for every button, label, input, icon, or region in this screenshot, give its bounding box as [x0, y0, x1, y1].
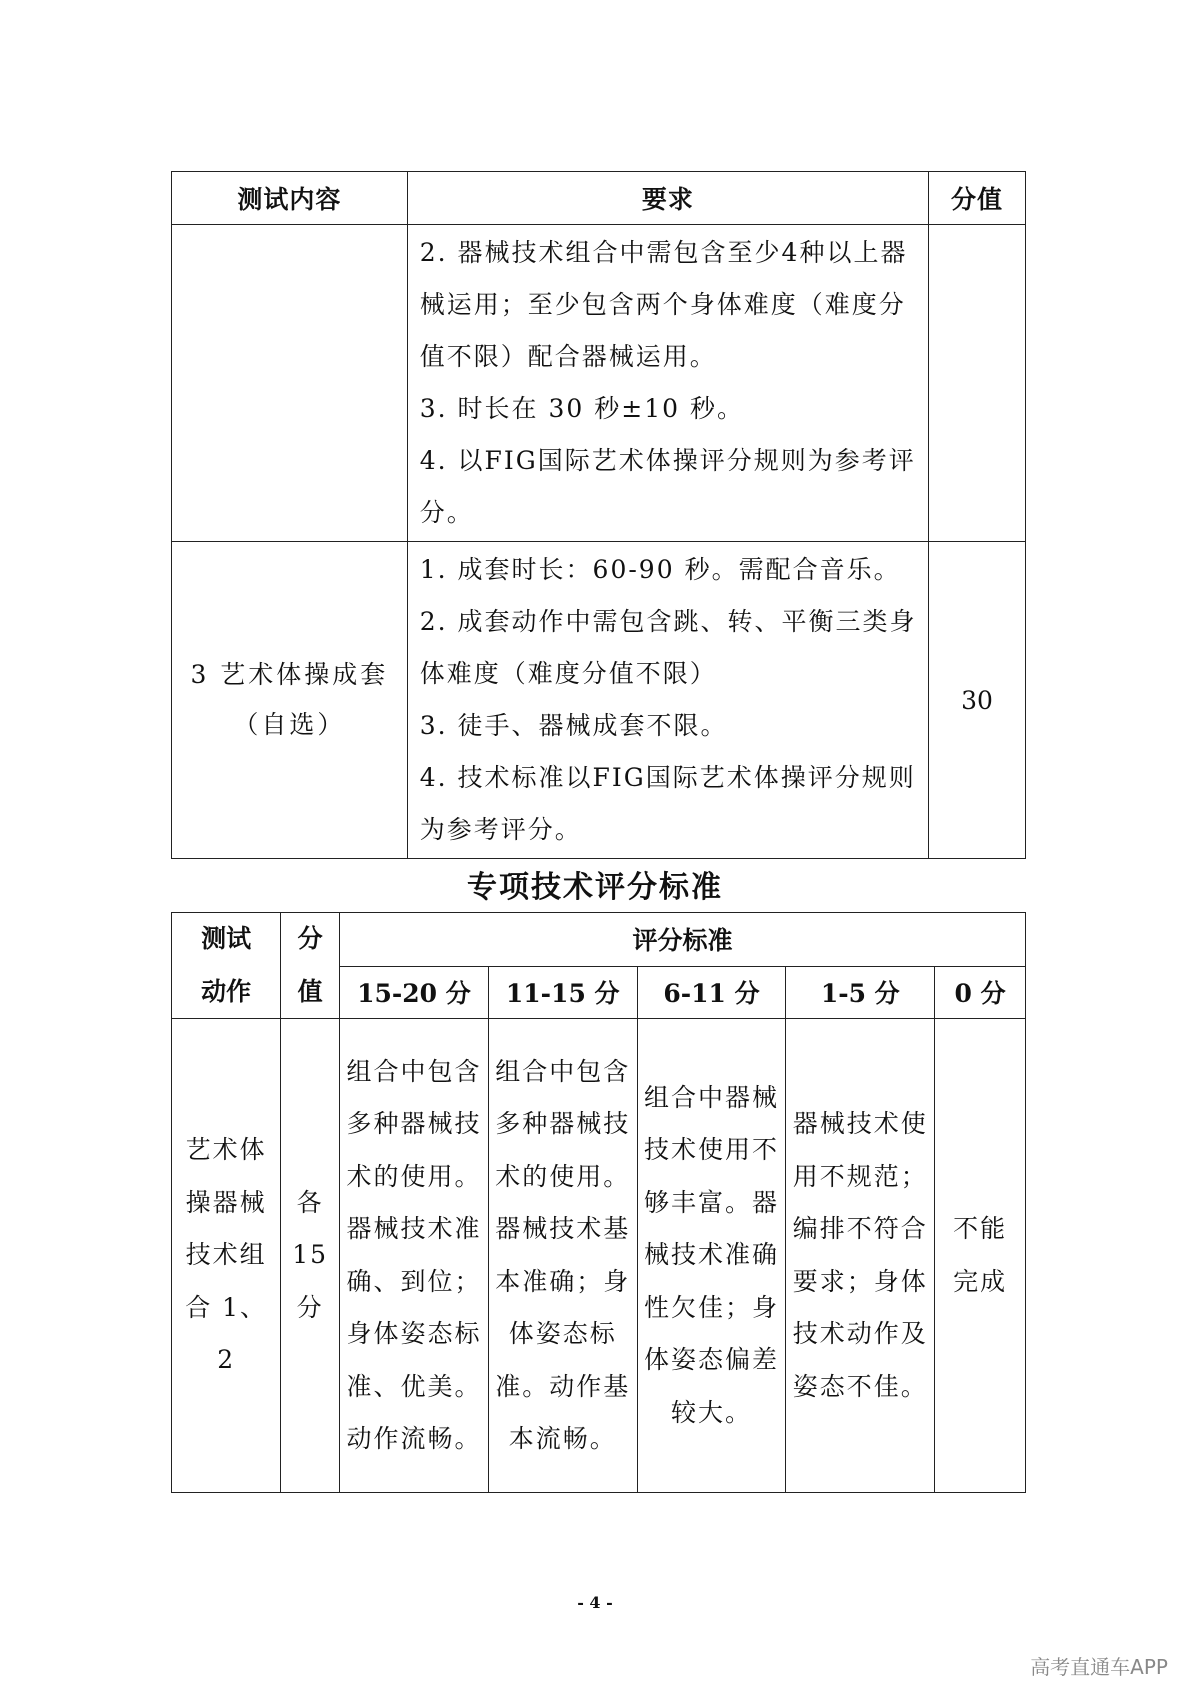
level-header: 1-5 分	[786, 966, 935, 1019]
row2-score: 30	[929, 542, 1026, 859]
row1-requirements	[407, 225, 928, 542]
row-action: 艺术体操器械技术组合 1、2	[172, 1019, 281, 1493]
criteria-description: 组合中包含多种器械技术的使用。器械技术基本准确；身体姿态标准。动作基本流畅。	[488, 1019, 637, 1493]
row2-requirements	[407, 542, 928, 859]
row1-content	[172, 225, 408, 542]
header-score: 分值	[929, 172, 1026, 225]
requirement-item: 1. 成套时长：60-90 秒。需配合音乐。	[419, 555, 901, 584]
level-header: 15-20 分	[340, 966, 489, 1019]
criteria-description: 不能完成	[935, 1019, 1026, 1493]
header-test-content: 测试内容	[172, 172, 408, 225]
requirement-item: 2. 成套动作中需包含跳、转、平衡三类身体难度（难度分值不限）	[419, 607, 917, 688]
row1-score	[929, 225, 1026, 542]
requirement-item: 2. 器械技术组合中需包含至少4种以上器械运用；至少包含两个身体难度（难度分值不限）配合器械运用。	[419, 238, 908, 371]
scoring-criteria-table	[171, 912, 1026, 1493]
criteria-description: 组合中包含多种器械技术的使用。器械技术准确、到位；身体姿态标准、优美。动作流畅。	[340, 1019, 489, 1493]
criteria-description: 组合中器械技术使用不够丰富。器械技术准确性欠佳；身体姿态偏差较大。	[637, 1019, 786, 1493]
requirement-item: 4. 以FIG国际艺术体操评分规则为参考评分。	[419, 446, 916, 527]
header-test-action: 测试动作	[172, 913, 281, 1019]
row-score: 各15分	[281, 1019, 340, 1493]
page-number: - 4 -	[577, 1593, 613, 1612]
test-requirements-table	[171, 171, 1026, 859]
section-subtitle: 专项技术评分标准	[467, 870, 723, 905]
header-criteria: 评分标准	[340, 913, 1026, 967]
header-requirements: 要求	[407, 172, 928, 225]
level-header: 6-11 分	[637, 966, 786, 1019]
criteria-description: 器械技术使用不规范；编排不符合要求；身体技术动作及姿态不佳。	[786, 1019, 935, 1493]
requirement-item: 3. 徒手、器械成套不限。	[419, 711, 728, 740]
level-header: 11-15 分	[488, 966, 637, 1019]
requirement-item: 4. 技术标准以FIG国际艺术体操评分规则为参考评分。	[419, 763, 916, 844]
requirement-item: 3. 时长在 30 秒±10 秒。	[419, 394, 744, 423]
header-score-value: 分值	[281, 913, 340, 1019]
watermark: 高考直通车APP	[1030, 1655, 1168, 1679]
level-header: 0 分	[935, 966, 1026, 1019]
row2-content: 3 艺术体操成套（自选）	[172, 542, 408, 859]
